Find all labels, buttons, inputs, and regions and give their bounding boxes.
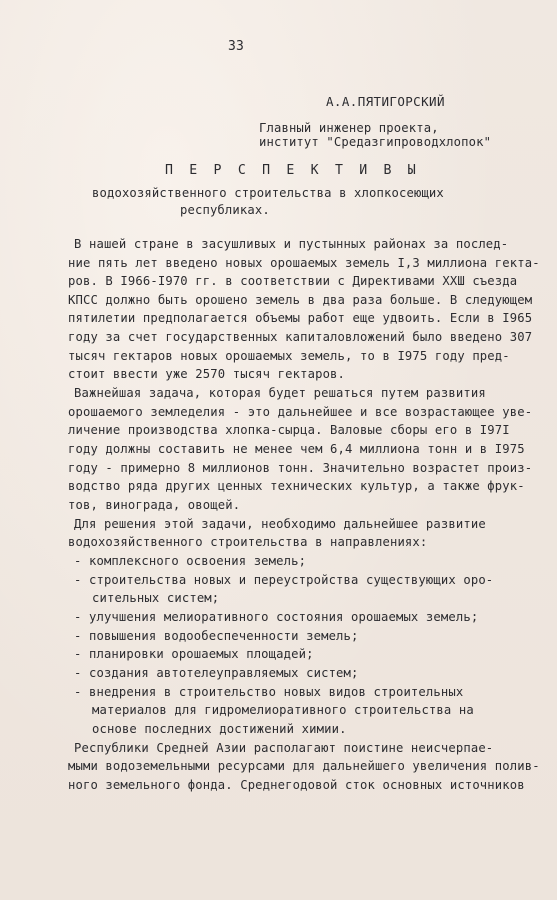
body-line: В нашей стране в засушливых и пустынных районах за послед-	[74, 237, 509, 251]
body-line: водство ряда других ценных технических культур, а также фрук-	[68, 479, 525, 493]
list-item: - создания автотелеуправляемых систем;	[74, 666, 359, 680]
list-item: - улучшения мелиоративного состояния орошаемых земель;	[74, 610, 479, 624]
body-line: мыми водоземельными ресурсами для дальнейшего увеличения полив-	[68, 759, 540, 773]
list-item: - внедрения в строительство новых видов строительных	[74, 685, 464, 699]
body-line: орошаемого земледелия - это дальнейшее и все возрастающее уве-	[68, 405, 533, 419]
body-line: стоит ввести уже 2570 тысяч гектаров.	[68, 367, 346, 381]
body-line: тысяч гектаров новых орошаемых земель, то в I975 году пред-	[68, 349, 510, 363]
document-subtitle: водохозяйственного строительства в хлопкосеющих	[92, 186, 444, 200]
list-item: - комплексного освоения земель;	[74, 554, 307, 568]
body-line: Для решения этой задачи, необходимо дальнейшее развитие	[74, 517, 486, 531]
list-item: сительных систем;	[92, 591, 220, 605]
list-item: материалов для гидромелиоративного строительства на	[92, 703, 474, 717]
body-line: ного земельного фонда. Среднегодовой сток основных источников	[68, 778, 525, 792]
list-item: основе последних достижений химии.	[92, 722, 347, 736]
document-title: П Е Р С П Е К Т И В Ы	[165, 163, 420, 178]
author-position: Главный инженер проекта,	[259, 121, 439, 135]
body-line: Республики Средней Азии располагают поистине неисчерпае-	[74, 741, 494, 755]
body-line: ние пять лет введено новых орошаемых земель I,3 миллиона гекта-	[68, 256, 540, 270]
body-line: КПСС должно быть орошено земель в два раза больше. В следующем	[68, 293, 533, 307]
list-item: - строительства новых и переустройства существующих оро-	[74, 573, 494, 587]
body-line: ров. В I966-I970 гг. в соответствии с Директивами XXШ съезда	[68, 274, 518, 288]
body-line: году за счет государственных капиталовложений было введено 307	[68, 330, 533, 344]
body-line: тов, винограда, овощей.	[68, 498, 241, 512]
body-line: Важнейшая задача, которая будет решаться путем развития	[74, 386, 486, 400]
body-line: водохозяйственного строительства в направлениях:	[68, 535, 428, 549]
document-subtitle: республиках.	[180, 203, 270, 217]
body-line: личение производства хлопка-сырца. Валовые сборы его в I97I	[68, 423, 510, 437]
list-item: - повышения водообеспеченности земель;	[74, 629, 359, 643]
body-line: пятилетии предполагается объемы работ еще удвоить. Если в I965	[68, 311, 533, 325]
author-institute: институт "Средазгипроводхлопок"	[259, 135, 492, 149]
body-line: году должны составить не менее чем 6,4 миллиона тонн и в I975	[68, 442, 525, 456]
page-number: 33	[228, 39, 244, 54]
body-line: году - примерно 8 миллионов тонн. Значительно возрастет произ-	[68, 461, 533, 475]
author-name: А.А.ПЯТИГОРСКИЙ	[326, 94, 445, 109]
list-item: - планировки орошаемых площадей;	[74, 647, 314, 661]
